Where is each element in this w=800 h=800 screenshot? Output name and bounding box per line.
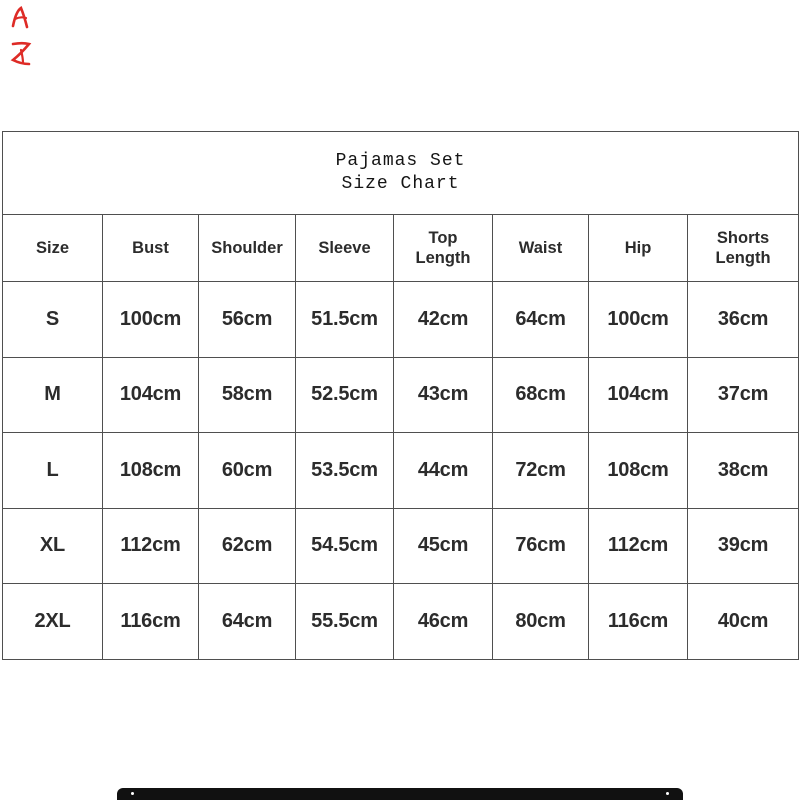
size-label: XL xyxy=(3,508,103,584)
table-cell: 112cm xyxy=(103,508,199,584)
table-cell: 80cm xyxy=(493,584,589,660)
column-header-waist: Waist xyxy=(493,215,589,282)
table-cell: 68cm xyxy=(493,357,589,433)
column-header-size: Size xyxy=(3,215,103,282)
banner-dot-icon xyxy=(666,792,669,795)
size-label: 2XL xyxy=(3,584,103,660)
table-cell: 64cm xyxy=(199,584,296,660)
table-cell: 116cm xyxy=(589,584,688,660)
table-row-m xyxy=(3,357,799,433)
table-cell: 44cm xyxy=(394,433,493,509)
table-cell: 55.5cm xyxy=(296,584,394,660)
table-cell: 36cm xyxy=(688,282,799,358)
red-watermark-icon xyxy=(9,6,33,30)
chart-title-line-1: Pajamas Set xyxy=(335,151,466,171)
bottom-banner-bar xyxy=(117,788,683,800)
header-row xyxy=(3,215,799,282)
table-row-2xl xyxy=(3,584,799,660)
table-cell: 58cm xyxy=(199,357,296,433)
column-header-sleeve: Sleeve xyxy=(296,215,394,282)
table-cell: 72cm xyxy=(493,433,589,509)
table-cell: 37cm xyxy=(688,357,799,433)
chart-title-line-2: Size Chart xyxy=(341,174,460,194)
column-header-top-length: Top Length xyxy=(394,215,493,282)
table-cell: 62cm xyxy=(199,508,296,584)
column-header-shoulder: Shoulder xyxy=(199,215,296,282)
table-cell: 52.5cm xyxy=(296,357,394,433)
table-row-l xyxy=(3,433,799,509)
table-cell: 60cm xyxy=(199,433,296,509)
size-label: L xyxy=(3,433,103,509)
column-header-bust: Bust xyxy=(103,215,199,282)
table-cell: 54.5cm xyxy=(296,508,394,584)
red-watermark-icon xyxy=(9,40,33,68)
table-cell: 38cm xyxy=(688,433,799,509)
table-cell: 39cm xyxy=(688,508,799,584)
table-cell: 42cm xyxy=(394,282,493,358)
chart-title-cell xyxy=(3,132,799,215)
table-cell: 108cm xyxy=(589,433,688,509)
table-cell: 53.5cm xyxy=(296,433,394,509)
table-cell: 40cm xyxy=(688,584,799,660)
column-header-hip: Hip xyxy=(589,215,688,282)
table-cell: 46cm xyxy=(394,584,493,660)
table-row-s xyxy=(3,282,799,358)
table-cell: 104cm xyxy=(589,357,688,433)
title-row xyxy=(3,132,799,215)
table-cell: 116cm xyxy=(103,584,199,660)
table-cell: 43cm xyxy=(394,357,493,433)
size-label: M xyxy=(3,357,103,433)
banner-dot-icon xyxy=(131,792,134,795)
table-cell: 76cm xyxy=(493,508,589,584)
table-cell: 45cm xyxy=(394,508,493,584)
table-cell: 112cm xyxy=(589,508,688,584)
table-cell: 51.5cm xyxy=(296,282,394,358)
size-chart-table xyxy=(2,131,799,660)
table-cell: 56cm xyxy=(199,282,296,358)
size-label: S xyxy=(3,282,103,358)
column-header-shorts-length: Shorts Length xyxy=(688,215,799,282)
table-cell: 64cm xyxy=(493,282,589,358)
table-cell: 108cm xyxy=(103,433,199,509)
table-row-xl xyxy=(3,508,799,584)
table-cell: 100cm xyxy=(589,282,688,358)
table-cell: 104cm xyxy=(103,357,199,433)
table-cell: 100cm xyxy=(103,282,199,358)
